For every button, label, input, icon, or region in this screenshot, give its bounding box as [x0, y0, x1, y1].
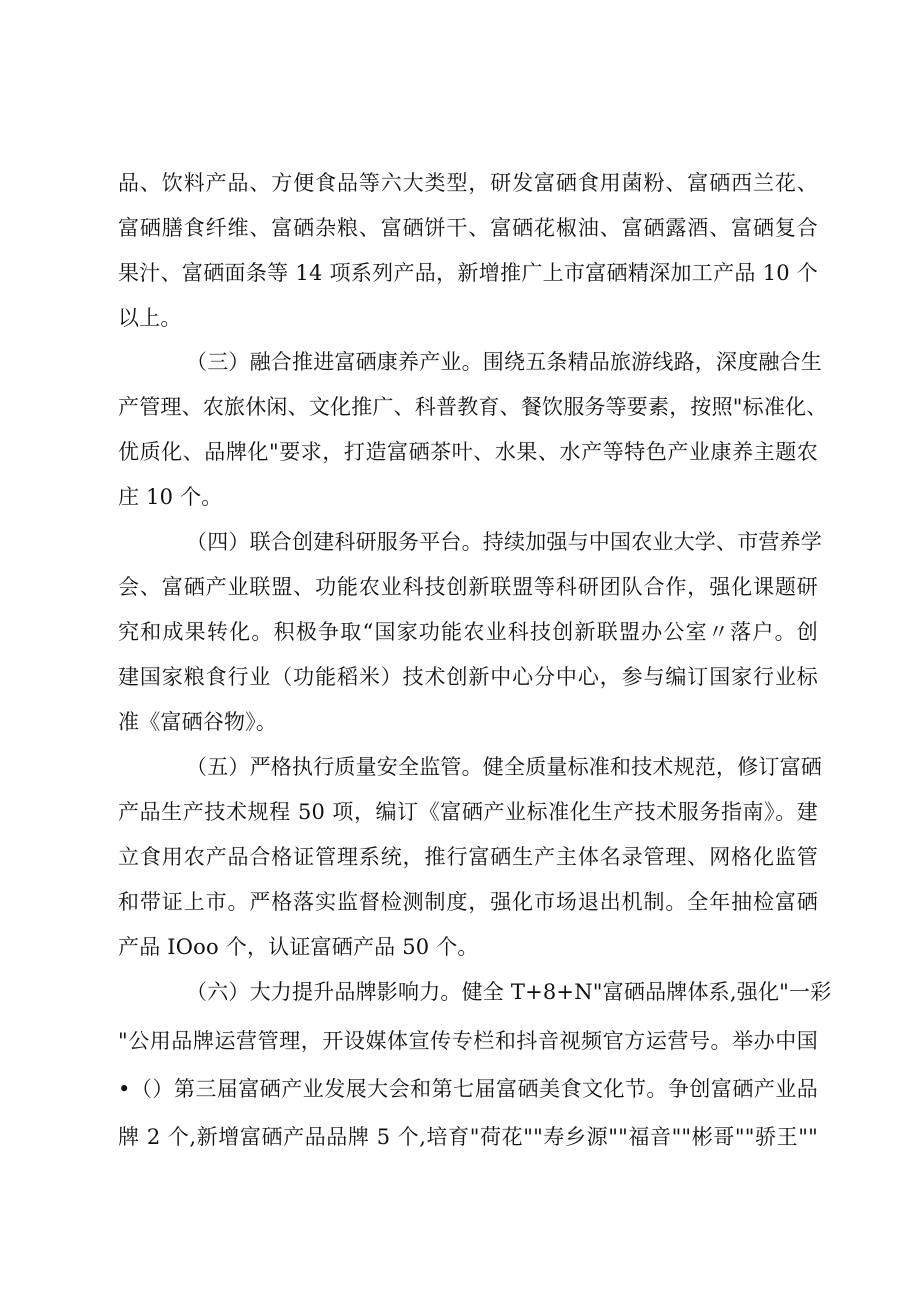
section-heading-line: （五）严格执行质量安全监管。健全质量标准和技术规范，修订富硒 — [186, 755, 822, 779]
body-text-line: "公用品牌运营管理，开设媒体宣传专栏和抖音视频官方运营号。举办中国 — [118, 1029, 818, 1053]
body-text-line: 产品 IOoo 个，认证富硒产品 50 个。 — [118, 935, 479, 959]
body-text-line: 会、富硒产业联盟、功能农业科技创新联盟等科研团队合作，强化课题研 — [118, 575, 818, 599]
body-text-line: •（）第三届富硒产业发展大会和第七届富硒美食文化节。争创富硒产业品 — [118, 1077, 818, 1101]
body-text-line: 庄 10 个。 — [118, 485, 223, 509]
body-text-line: 牌 2 个,新增富硒产品品牌 5 个,培育"荷花""寿乡源""福音""彬哥""骄王"" — [118, 1125, 818, 1149]
body-text-line: 富硒膳食纤维、富硒杂粮、富硒饼干、富硒花椒油、富硒露酒、富硒复合 — [118, 216, 818, 240]
body-text-line: 立食用农产品合格证管理系统，推行富硒生产主体名录管理、网格化监管 — [118, 845, 818, 869]
section-heading-line: （六）大力提升品牌影响力。健全 T+8+N"富硒品牌体系,强化"一彩 — [186, 980, 832, 1004]
section-heading-line: （四）联合创建科研服务平台。持续加强与中国农业大学、市营养学 — [186, 530, 822, 554]
section-heading-line: （三）融合推进富硒康养产业。围绕五条精品旅游线路，深度融合生 — [186, 350, 822, 374]
body-text-line: 究和成果转化。积极争取“国家功能农业科技创新联盟办公室〃落户。创 — [118, 620, 818, 644]
body-text-line: 和带证上市。严格落实监督检测制度，强化市场退出机制。全年抽检富硒 — [118, 890, 818, 914]
body-text-line: 建国家粮食行业（功能稻米）技术创新中心分中心，参与编订国家行业标 — [118, 665, 818, 689]
body-text-line: 产管理、农旅休闲、文化推广、科普教育、餐饮服务等要素，按照"标准化、 — [118, 395, 828, 419]
body-text-line: 产品生产技术规程 50 项，编订《富硒产业标准化生产技术服务指南》。建 — [118, 800, 818, 824]
body-text-line: 准《富硒谷物》。 — [118, 710, 278, 734]
body-text-line: 果汁、富硒面条等 14 项系列产品，新增推广上市富硒精深加工产品 10 个 — [118, 261, 818, 285]
body-text-line: 品、饮料产品、方便食品等六大类型，研发富硒食用菌粉、富硒西兰花、 — [118, 171, 818, 195]
body-text-line: 以上。 — [118, 306, 182, 330]
body-text-line: 优质化、品牌化"要求，打造富硒茶叶、水果、水产等特色产业康养主题农 — [118, 440, 818, 464]
